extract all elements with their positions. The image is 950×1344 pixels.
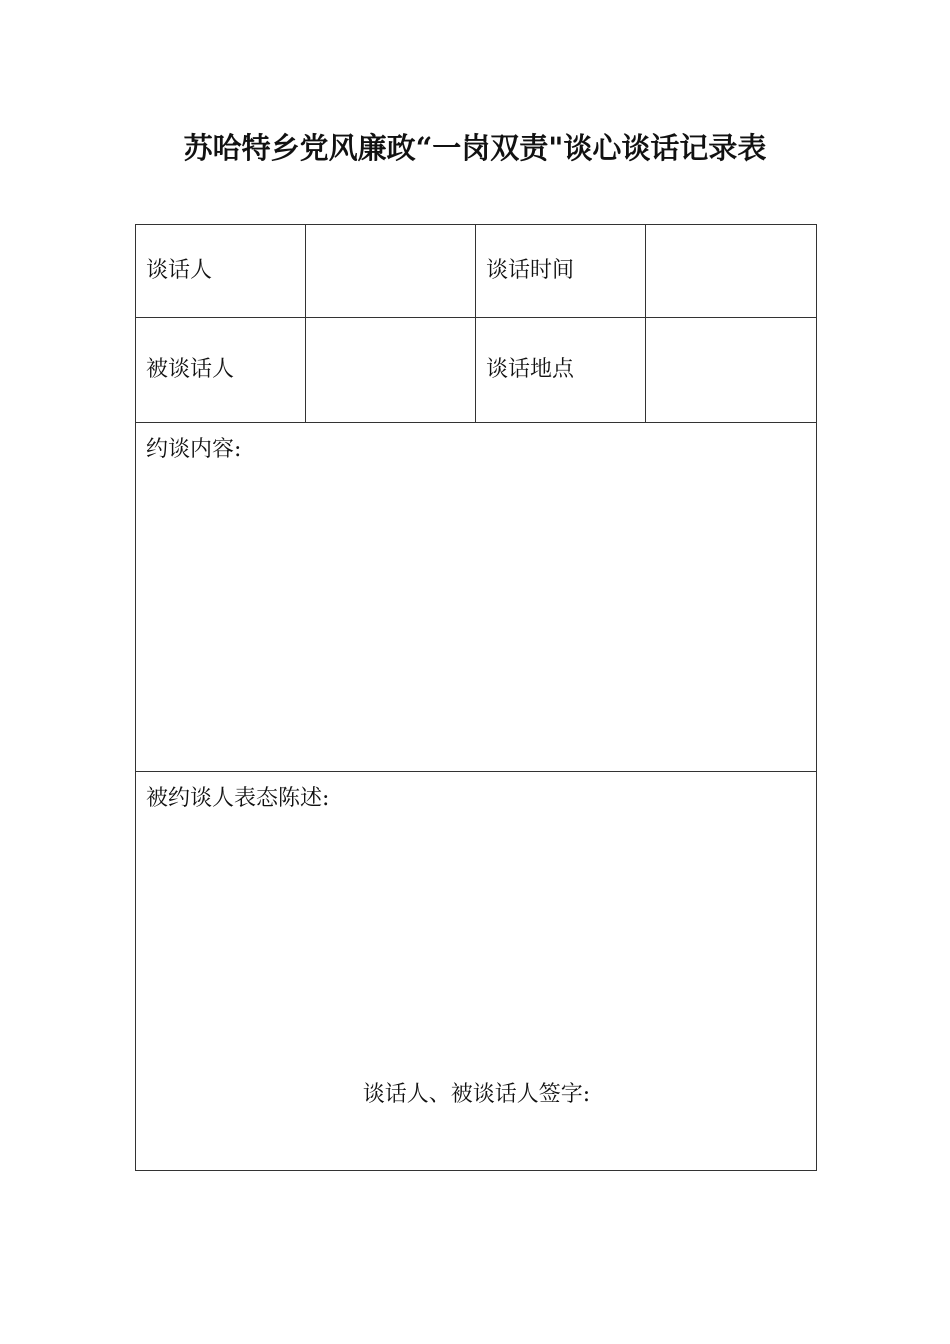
interviewer-value-field[interactable] — [306, 225, 476, 318]
document-title: 苏哈特乡党风廉政“一岗双责"谈心谈话记录表 — [183, 131, 767, 165]
interviewee-value-field[interactable] — [306, 318, 476, 423]
talk-location-label: 谈话地点 — [476, 318, 646, 423]
signature-label: 谈话人、被谈话人签字: — [362, 1082, 591, 1107]
interviewee-label: 被谈话人 — [136, 318, 306, 423]
interviewer-label: 谈话人 — [136, 225, 306, 318]
talk-content-label: 约谈内容: — [146, 437, 242, 462]
table-row — [136, 423, 817, 772]
talk-time-label: 谈话时间 — [476, 225, 646, 318]
talk-time-value-field[interactable] — [646, 225, 817, 318]
talk-content-area[interactable] — [136, 423, 817, 772]
statement-label: 被约谈人表态陈述: — [146, 786, 330, 811]
talk-record-table — [135, 224, 817, 1171]
statement-area[interactable] — [136, 772, 817, 1171]
table-row — [136, 318, 817, 423]
talk-location-value-field[interactable] — [646, 318, 817, 423]
table-row — [136, 225, 817, 318]
table-row — [136, 772, 817, 1171]
